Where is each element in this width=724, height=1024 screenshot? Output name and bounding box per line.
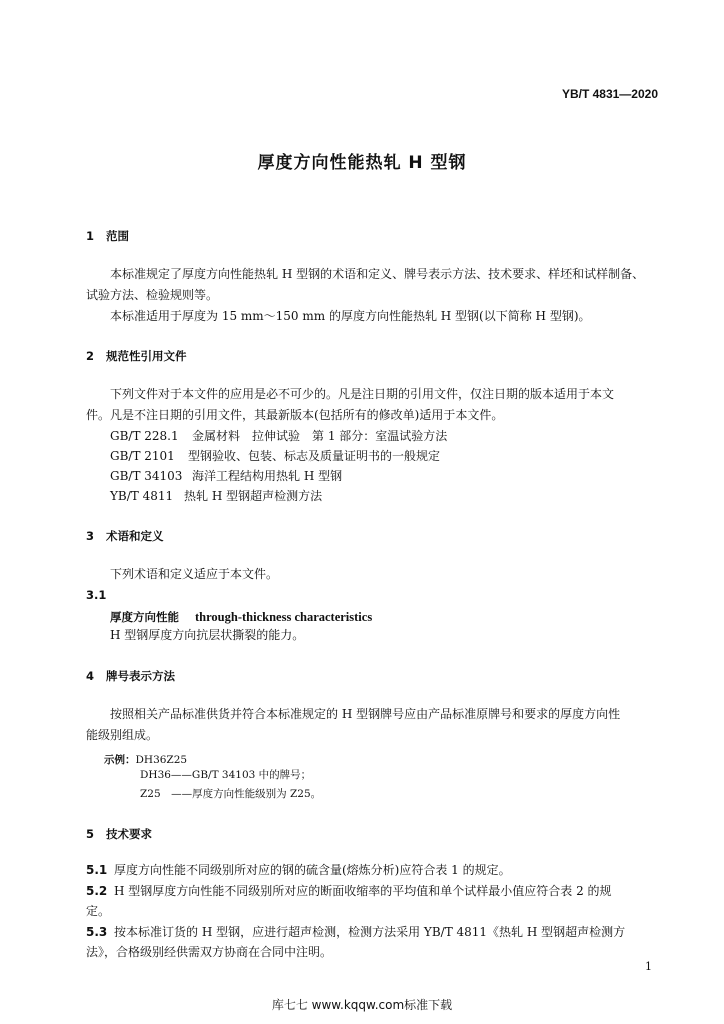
footer-watermark: 库七七 www.kqqw.com标准下载 xyxy=(271,998,453,1012)
section-heading-2 xyxy=(86,348,187,364)
reference-item xyxy=(110,486,322,506)
section-heading-1 xyxy=(86,228,129,244)
clause-5-3-line-2: 法》，合格级别经供需双方协商在合同中注明。 xyxy=(86,945,333,959)
section-number: 5 xyxy=(86,827,95,841)
clause-text: H 型钢厚度方向性能不同级别所对应的断面收缩率的平均值和单个试样最小值应符合表 2 的规 xyxy=(114,884,612,898)
term-chinese: 厚度方向性能 xyxy=(110,610,179,624)
section-number: 2 xyxy=(86,349,95,363)
term-entry xyxy=(110,606,372,625)
scope-paragraph-1-line-2: 试验方法、检验规则等。 xyxy=(86,288,219,302)
example-line-3: Z25 ——厚度方向性能级别为 Z25。 xyxy=(140,788,322,800)
section-heading-4 xyxy=(86,668,175,684)
clause-5-2-line-1 xyxy=(86,881,612,901)
reference-item xyxy=(110,466,342,486)
reference-title: 金属材料 拉伸试验 第 1 部分：室温试验方法 xyxy=(192,429,448,443)
reference-code: GB/T 228.1 xyxy=(110,429,179,443)
scope-paragraph-2: 本标准适用于厚度为 15 mm～150 mm 的厚度方向性能热轧 H 型钢(以下简称 H 型钢)。 xyxy=(110,309,591,323)
reference-item xyxy=(110,446,440,466)
reference-code: GB/T 34103 xyxy=(110,469,183,483)
section-number: 4 xyxy=(86,669,95,683)
clause-number: 5.2 xyxy=(86,884,108,898)
clause-number: 5.1 xyxy=(86,863,108,877)
reference-item xyxy=(110,426,447,446)
example-line-1 xyxy=(104,748,187,767)
designation-paragraph-line-1: 按照相关产品标准供货并符合本标准规定的 H 型钢牌号应由产品标准原牌号和要求的厚度方向性 xyxy=(110,707,621,721)
page-number: 1 xyxy=(645,960,652,973)
document-title: 厚度方向性能热轧 H 型钢 xyxy=(257,153,467,173)
reference-code: YB/T 4811 xyxy=(110,489,174,503)
scope-paragraph-1-line-1: 本标准规定了厚度方向性能热轧 H 型钢的术语和定义、牌号表示方法、技术要求、样坯和试样制备、 xyxy=(110,267,645,281)
clause-text: 按本标准订货的 H 型钢，应进行超声检测，检测方法采用 YB/T 4811《热轧 H 型钢超声检测方 xyxy=(114,925,626,939)
section-number: 3 xyxy=(86,529,95,543)
clause-5-2-line-2: 定。 xyxy=(86,904,111,918)
section-title: 规范性引用文件 xyxy=(106,349,187,363)
section-heading-3 xyxy=(86,528,164,544)
designation-paragraph-line-2: 能级别组成。 xyxy=(86,728,159,742)
clause-number: 5.3 xyxy=(86,925,108,939)
references-intro-line-1: 下列文件对于本文件的应用是必不可少的。凡是注日期的引用文件，仅注日期的版本适用于本文 xyxy=(110,387,615,401)
example-line-2: DH36——GB/T 34103 中的牌号； xyxy=(140,769,312,781)
reference-title: 海洋工程结构用热轧 H 型钢 xyxy=(192,469,343,483)
section-title: 牌号表示方法 xyxy=(106,669,175,683)
term-english: through-thickness characteristics xyxy=(195,610,373,624)
example-label: 示例： xyxy=(104,754,136,766)
section-title: 术语和定义 xyxy=(106,529,164,543)
clause-5-3-line-1 xyxy=(86,922,625,942)
section-number: 1 xyxy=(86,229,95,243)
term-definition: H 型钢厚度方向抗层状撕裂的能力。 xyxy=(110,628,305,642)
standard-code: YB/T 4831—2020 xyxy=(561,87,658,101)
section-heading-5 xyxy=(86,826,152,842)
section-title: 范围 xyxy=(106,229,129,243)
clause-text: 厚度方向性能不同级别所对应的钢的硫含量(熔炼分析)应符合表 1 的规定。 xyxy=(114,863,511,877)
example-value: DH36Z25 xyxy=(135,754,188,766)
term-number: 3.1 xyxy=(86,588,107,602)
references-intro-line-2: 件。凡是不注日期的引用文件，其最新版本(包括所有的修改单)适用于本文件。 xyxy=(86,408,504,422)
reference-title: 型钢验收、包装、标志及质量证明书的一般规定 xyxy=(188,449,441,463)
terms-intro: 下列术语和定义适应于本文件。 xyxy=(110,567,279,581)
clause-5-1 xyxy=(86,860,511,880)
reference-code: GB/T 2101 xyxy=(110,449,175,463)
reference-title: 热轧 H 型钢超声检测方法 xyxy=(184,489,323,503)
section-title: 技术要求 xyxy=(106,827,152,841)
